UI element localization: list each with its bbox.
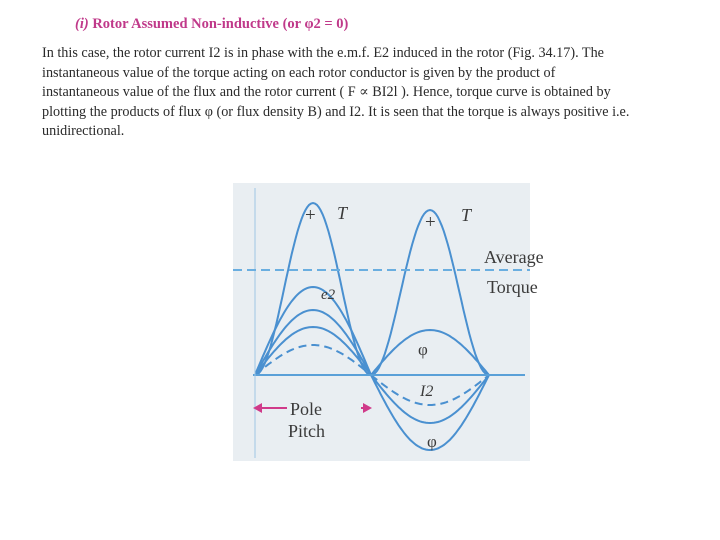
label-plus-left: + [305,205,316,226]
label-plus-right: + [425,212,436,233]
label-phi-upper: φ [418,340,428,359]
paragraph-line: plotting the products of flux φ (or flux density B) and I2. It is seen that the torque is always positive i.e. [42,103,630,120]
paragraph-line: In this case, the rotor current I2 is in phase with the e.m.f. E2 induced in the rotor (Fig. 34.17). The [42,45,604,61]
torque-figure [233,183,544,461]
paragraph-line: instantaneous value of the flux and the rotor current ( F ∝ BI2l ). Hence, torque curve is obtained by [42,84,611,100]
torque-diagram [233,183,544,461]
paragraph-line: unidirectional. [42,123,125,139]
label-average: Average [484,247,544,267]
label-pole: Pole [290,399,323,419]
label-t-left: T [337,203,348,223]
label-phi-lower: φ [427,432,437,451]
label-pitch: Pitch [288,421,326,441]
section-heading [75,16,348,33]
paragraph-line: instantaneous value of the torque acting on each rotor conductor is given by the product of [42,64,556,81]
paragraph [42,44,690,142]
label-torque: Torque [487,277,538,297]
label-t-right: T [461,205,472,225]
heading-number: (i) [75,16,89,32]
heading-title: Rotor Assumed Non-inductive (or φ2 = 0) [92,16,349,32]
label-e2: e2 [321,287,336,303]
label-i2: I2 [420,383,434,400]
